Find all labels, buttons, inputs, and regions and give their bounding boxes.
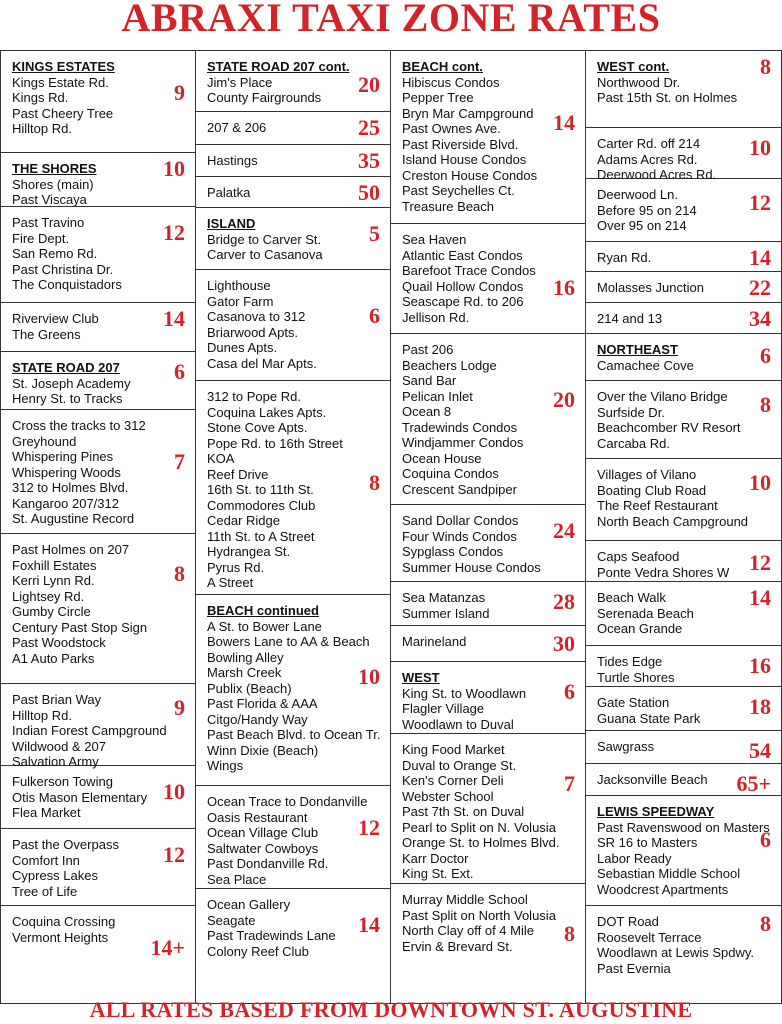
zone-location: Ocean House: [402, 450, 482, 466]
zone-column: [586, 51, 782, 1003]
zone-location: Jellison Rd.: [402, 309, 470, 325]
zone-location: Carcaba Rd.: [597, 435, 670, 451]
zone-location: Past the Overpass: [12, 837, 119, 852]
zone-location: Bowling Alley: [207, 649, 284, 665]
rate-table: [0, 50, 782, 1004]
zone-rate: 28: [553, 589, 575, 614]
zone-location: Stone Cove Apts.: [207, 420, 308, 435]
zone-cell: [586, 303, 781, 334]
zone-rate: 8: [174, 561, 185, 586]
zone-cell: [586, 541, 781, 582]
zone-cell: [586, 764, 781, 796]
zone-location: County Fairgrounds: [207, 90, 322, 105]
zone-cell: [1, 410, 195, 534]
zone-heading: THE SHORES: [12, 161, 97, 176]
zone-cell: [586, 272, 781, 303]
zone-cell: [586, 646, 781, 687]
zone-location: Winn Dixie (Beach): [207, 742, 319, 758]
zone-rate: 65+: [736, 771, 771, 796]
zone-location: Bridge to Carver St.: [207, 231, 322, 247]
zone-rate: 5: [369, 221, 380, 246]
zone-location: Murray Middle School: [402, 892, 528, 907]
zone-heading: LEWIS SPEEDWAY: [597, 804, 715, 819]
zone-location: Ponte Vedra Shores W: [597, 564, 730, 580]
zone-heading: WEST: [402, 670, 440, 685]
zone-cell: [1, 906, 195, 1005]
zone-location: Past Ownes Ave.: [402, 121, 501, 136]
zone-rate: 10: [358, 664, 380, 689]
zone-location: Saltwater Cowboys: [207, 840, 319, 856]
zone-location: Woodcrest Apartments: [597, 881, 729, 897]
zone-rate: 50: [358, 180, 380, 205]
zone-location: Sea Place: [207, 871, 267, 887]
zone-location: Four Winds Condos: [402, 528, 517, 544]
zone-location: 312 to Pope Rd.: [207, 389, 301, 404]
zone-location: Kings Estate Rd.: [12, 74, 109, 90]
zone-rate: 12: [749, 190, 771, 215]
zone-cell: [586, 687, 781, 731]
zone-location: Seascape Rd. to 206: [402, 294, 524, 309]
zone-rate: 14: [553, 110, 575, 135]
zone-location: Foxhill Estates: [12, 557, 97, 573]
zone-cell: [1, 51, 195, 153]
zone-location: Sand Bar: [402, 373, 457, 388]
zone-location: Palatka: [207, 185, 251, 200]
zone-cell: [196, 381, 390, 595]
zone-location: Past 7th St. on Duval: [402, 804, 525, 819]
zone-location: Past Travino: [12, 215, 85, 230]
zone-location: Deerwood Ln.: [597, 187, 678, 202]
zone-location: Past Christina Dr.: [12, 261, 114, 277]
zone-cell: [586, 459, 781, 541]
zone-cell: [196, 270, 390, 381]
zone-rate: 6: [369, 303, 380, 328]
zone-location: Bryn Mar Campground: [402, 105, 534, 121]
zone-heading: BEACH cont.: [402, 59, 483, 74]
zone-location: Marsh Creek: [207, 665, 282, 680]
zone-rate: 10: [749, 470, 771, 495]
zone-rate: 8: [760, 392, 771, 417]
zone-location: Past 206: [402, 342, 454, 357]
zone-location: Serenada Beach: [597, 605, 694, 621]
zone-location: Vermont Heights: [12, 929, 109, 945]
zone-location: Past Tradewinds Lane: [207, 928, 336, 943]
zone-rate: 6: [564, 679, 575, 704]
zone-location: Deerwood Acres Rd.: [597, 167, 717, 182]
zone-rate: 12: [358, 815, 380, 840]
zone-location: Sawgrass: [597, 739, 655, 754]
zone-location: Over 95 on 214: [597, 218, 687, 233]
zone-cell: [391, 582, 585, 626]
zone-location: 207 & 206: [207, 120, 267, 135]
zone-rate: 8: [760, 911, 771, 936]
zone-location: The Reef Restaurant: [597, 498, 718, 513]
zone-cell: [1, 352, 195, 410]
zone-cell: [1, 207, 195, 303]
zone-rate: 6: [760, 343, 771, 368]
zone-rate: 16: [553, 275, 575, 300]
zone-cell: [196, 595, 390, 786]
zone-location: Sea Haven: [402, 232, 467, 247]
zone-location: Whispering Woods: [12, 464, 121, 480]
zone-location: Boating Club Road: [597, 482, 707, 498]
zone-location: Past Split on North Volusia: [402, 907, 556, 923]
zone-location: Duval to Orange St.: [402, 757, 517, 773]
zone-rate: 18: [749, 694, 771, 719]
zone-rate: 14: [163, 306, 185, 331]
zone-location: Orange St. to Holmes Blvd.: [402, 835, 560, 850]
zone-cell: [391, 51, 585, 224]
zone-cell: [586, 796, 781, 906]
zone-location: Kerri Lynn Rd.: [12, 573, 95, 588]
zone-cell: [1, 303, 195, 352]
zone-rate: 10: [163, 156, 185, 181]
zone-location: Fire Dept.: [12, 230, 70, 246]
zone-location: Karr Doctor: [402, 850, 469, 866]
zone-location: Colony Reef Club: [207, 943, 309, 959]
zone-location: Over the Vilano Bridge: [597, 389, 728, 404]
zone-rate: 10: [163, 779, 185, 804]
zone-location: Hibiscus Condos: [402, 74, 500, 90]
zone-location: Villages of Vilano: [597, 467, 697, 482]
zone-location: Past Brian Way: [12, 692, 102, 707]
zone-rate: 54: [749, 738, 771, 763]
zone-cell: [586, 731, 781, 764]
zone-location: The Greens: [12, 326, 81, 342]
zone-location: Jim's Place: [207, 74, 273, 90]
zone-location: San Remo Rd.: [12, 246, 98, 261]
zone-location: Past Woodstock: [12, 635, 106, 650]
zone-location: Hydrangea St.: [207, 544, 291, 559]
zone-cell: [391, 734, 585, 884]
zone-rate: 30: [553, 631, 575, 656]
zone-location: Northwood Dr.: [597, 74, 681, 90]
zone-location: A Street: [207, 575, 254, 590]
zone-rate: 20: [553, 387, 575, 412]
zone-heading: STATE ROAD 207 cont.: [207, 59, 350, 74]
zone-location: Before 95 on 214: [597, 202, 697, 218]
zone-location: A St. to Bower Lane: [207, 618, 322, 634]
zone-location: KOA: [207, 451, 235, 466]
zone-location: Hilltop Rd.: [12, 121, 72, 136]
zone-location: Labor Ready: [597, 850, 672, 866]
zone-location: Past 15th St. on Holmes: [597, 90, 738, 105]
zone-cell: [586, 381, 781, 459]
zone-location: Ervin & Brevard St.: [402, 938, 513, 954]
zone-location: Pope Rd. to 16th Street: [207, 435, 343, 451]
zone-location: St. Augustine Record: [12, 511, 135, 526]
zone-location: Past Holmes on 207: [12, 542, 130, 557]
zone-location: Whispering Pines: [12, 449, 114, 464]
zone-location: Wings: [207, 758, 244, 773]
zone-location: Woodlawn at Lewis Spdwy.: [597, 945, 755, 960]
zone-location: Sand Dollar Condos: [402, 513, 519, 528]
zone-location: Indian Forest Campground: [12, 723, 167, 738]
zone-location: Pyrus Rd.: [207, 559, 265, 575]
zone-rate: 12: [749, 550, 771, 575]
zone-rate: 14: [749, 585, 771, 610]
zone-location: Past Ravenswood on Masters: [597, 819, 770, 835]
zone-location: Camachee Cove: [597, 357, 694, 373]
zone-location: Cross the tracks to 312: [12, 418, 146, 433]
zone-location: Past Dondanville Rd.: [207, 856, 329, 871]
zone-cell: [1, 766, 195, 829]
zone-location: Sea Matanzas: [402, 590, 486, 605]
zone-column: [0, 51, 196, 1003]
zone-location: Beachers Lodge: [402, 357, 497, 373]
zone-location: Surfside Dr.: [597, 404, 665, 420]
zone-location: Pepper Tree: [402, 90, 474, 105]
zone-rate: 7: [174, 449, 185, 474]
zone-cell: [586, 242, 781, 272]
zone-location: DOT Road: [597, 914, 659, 929]
zone-rate: 10: [749, 135, 771, 160]
zone-heading: WEST cont.: [597, 59, 670, 74]
zone-cell: [586, 51, 781, 128]
zone-location: Ocean Trace to Dondanville: [207, 794, 368, 809]
zone-rate: 9: [174, 695, 185, 720]
zone-rate: 14: [749, 245, 771, 270]
zone-cell: [391, 884, 585, 1005]
zone-location: Ocean Gallery: [207, 897, 291, 912]
zone-location: North Clay off of 4 Mile: [402, 923, 534, 938]
zone-location: Kings Rd.: [12, 90, 69, 105]
zone-location: Creston House Condos: [402, 167, 538, 183]
zone-location: Comfort Inn: [12, 852, 80, 868]
zone-rate: 24: [553, 518, 575, 543]
zone-location: 214 and 13: [597, 311, 663, 326]
zone-rate: 8: [760, 54, 771, 79]
zone-location: Roosevelt Terrace: [597, 929, 702, 945]
zone-location: Ken's Corner Deli: [402, 773, 504, 788]
zone-location: Century Past Stop Sign: [12, 619, 148, 635]
zone-rate: 6: [760, 827, 771, 852]
zone-location: Island House Condos: [402, 152, 527, 167]
zone-location: King St. to Woodlawn: [402, 685, 527, 701]
zone-location: Pearl to Split on N. Volusia: [402, 819, 556, 835]
zone-rate: 34: [749, 306, 771, 331]
zone-rate: 12: [163, 842, 185, 867]
zone-location: Otis Mason Elementary: [12, 789, 148, 805]
zone-location: Wildwood & 207: [12, 738, 106, 754]
zone-location: Publix (Beach): [207, 680, 292, 696]
zone-location: Turtle Shores: [597, 669, 675, 685]
zone-location: Tides Edge: [597, 654, 663, 669]
zone-location: King Food Market: [402, 742, 505, 757]
zone-location: Ryan Rd.: [597, 250, 652, 265]
zone-location: Lightsey Rd.: [12, 588, 85, 604]
zone-location: Past Viscaya: [12, 192, 87, 207]
zone-location: 312 to Holmes Blvd.: [12, 480, 129, 495]
zone-location: Pelican Inlet: [402, 388, 473, 404]
zone-location: Past Evernia: [597, 960, 671, 976]
zone-location: Past Cheery Tree: [12, 105, 114, 121]
zone-location: Coquina Condos: [402, 466, 499, 481]
zone-location: Beachcomber RV Resort: [597, 420, 741, 435]
zone-location: Webster School: [402, 788, 494, 804]
zone-location: Windjammer Condos: [402, 435, 524, 450]
zone-location: Flea Market: [12, 805, 81, 820]
zone-location: Ocean Grande: [597, 621, 683, 636]
zone-location: Riverview Club: [12, 311, 99, 326]
zone-location: Treasure Beach: [402, 198, 495, 214]
zone-location: Gumby Circle: [12, 604, 91, 619]
zone-location: Past Florida & AAA: [207, 696, 318, 711]
zone-location: 11th St. to A Street: [207, 528, 315, 544]
zone-rate: 8: [564, 921, 575, 946]
zone-cell: [586, 906, 781, 1005]
page-title: ABRAXI TAXI ZONE RATES: [121, 0, 661, 40]
zone-cell: [391, 626, 585, 662]
zone-cell: [1, 153, 195, 207]
zone-rate: 8: [369, 470, 380, 495]
zone-location: Coquina Crossing: [12, 914, 116, 929]
zone-location: Summer Island: [402, 605, 490, 621]
zone-cell: [586, 334, 781, 381]
zone-cell: [391, 505, 585, 582]
zone-location: King St. Ext.: [402, 866, 474, 881]
zone-location: Molasses Junction: [597, 280, 704, 295]
zone-cell: [391, 224, 585, 334]
zone-cell: [196, 51, 390, 112]
zone-location: Coquina Lakes Apts.: [207, 404, 327, 420]
zone-rate: 35: [358, 148, 380, 173]
zone-location: Sypglass Condos: [402, 544, 504, 559]
zone-location: Salvation Army: [12, 754, 99, 769]
zone-location: Kangaroo 207/312: [12, 495, 119, 511]
zone-column: [391, 51, 586, 1003]
zone-location: Guana State Park: [597, 710, 701, 726]
zone-location: Ocean 8: [402, 404, 452, 419]
zone-location: Carter Rd. off 214: [597, 136, 701, 151]
zone-rate: 6: [174, 359, 185, 384]
zone-rate: 14+: [150, 935, 185, 960]
zone-location: Casanova to 312: [207, 309, 306, 324]
zone-rate: 16: [749, 653, 771, 678]
zone-cell: [586, 179, 781, 242]
zone-location: Past Riverside Blvd.: [402, 136, 519, 152]
zone-location: Carver to Casanova: [207, 247, 323, 262]
zone-location: Bowers Lane to AA & Beach: [207, 634, 370, 649]
zone-location: Greyhound: [12, 433, 77, 449]
zone-location: Henry St. to Tracks: [12, 391, 123, 406]
zone-location: Cypress Lakes: [12, 868, 98, 883]
zone-heading: KINGS ESTATES: [12, 59, 115, 74]
zone-cell: [1, 684, 195, 769]
zone-location: Marineland: [402, 634, 467, 649]
zone-rate: 14: [358, 912, 380, 937]
zone-location: Citgo/Handy Way: [207, 711, 308, 727]
zone-location: Barefoot Trace Condos: [402, 263, 536, 278]
zone-cell: [1, 829, 195, 906]
zone-location: Flagler Village: [402, 701, 485, 716]
zone-location: Summer House Condos: [402, 559, 541, 575]
zone-location: Hastings: [207, 153, 258, 168]
zone-location: Tradewinds Condos: [402, 419, 518, 435]
zone-location: SR 16 to Masters: [597, 835, 698, 850]
zone-location: Sebastian Middle School: [597, 866, 741, 881]
zone-cell: [391, 334, 585, 505]
zone-location: Shores (main): [12, 176, 94, 192]
zone-cell: [196, 177, 390, 208]
zone-cell: [586, 582, 781, 646]
zone-rate: 7: [564, 771, 575, 796]
zone-rate: 22: [749, 275, 771, 300]
footer-note: ALL RATES BASED FROM DOWNTOWN ST. AUGUSTINE: [89, 997, 693, 1022]
zone-location: Atlantic East Condos: [402, 247, 523, 263]
zone-location: Jacksonville Beach: [597, 772, 708, 787]
zone-rate: 25: [358, 115, 380, 140]
zone-heading: STATE ROAD 207: [12, 360, 120, 375]
zone-rate: 9: [174, 80, 185, 105]
zone-location: Lighthouse: [207, 278, 271, 293]
zone-heading: ISLAND: [207, 216, 256, 231]
zone-location: Commodores Club: [207, 497, 316, 513]
zone-location: Adams Acres Rd.: [597, 151, 698, 167]
zone-rate: 12: [163, 220, 185, 245]
zone-location: Dunes Apts.: [207, 340, 278, 355]
zone-cell: [391, 662, 585, 734]
zone-location: Woodlawn to Duval: [402, 716, 514, 732]
zone-cell: [196, 786, 390, 889]
zone-location: Quail Hollow Condos: [402, 278, 524, 294]
zone-location: 16th St. to 11th St.: [207, 482, 314, 497]
zone-location: Fulkerson Towing: [12, 774, 113, 789]
zone-location: Crescent Sandpiper: [402, 481, 517, 497]
zone-heading: NORTHEAST: [597, 342, 678, 357]
zone-location: Reef Drive: [207, 466, 269, 482]
zone-location: St. Joseph Academy: [12, 375, 131, 391]
zone-cell: [196, 889, 390, 1005]
zone-location: North Beach Campground: [597, 513, 749, 529]
zone-location: Oasis Restaurant: [207, 809, 308, 825]
zone-location: Caps Seafood: [597, 549, 680, 564]
zone-cell: [1, 534, 195, 684]
zone-location: Gate Station: [597, 695, 670, 710]
zone-location: Tree of Life: [12, 883, 78, 899]
zone-location: Past Beach Blvd. to Ocean Tr.: [207, 727, 381, 742]
zone-location: A1 Auto Parks: [12, 650, 95, 666]
zone-location: Cedar Ridge: [207, 513, 280, 528]
zone-location: The Conquistadors: [12, 277, 122, 292]
zone-location: Gator Farm: [207, 293, 274, 309]
zone-location: Ocean Village Club: [207, 825, 319, 840]
zone-column: [196, 51, 391, 1003]
zone-location: Casa del Mar Apts.: [207, 355, 317, 371]
zone-cell: [196, 145, 390, 177]
zone-location: Seagate: [207, 912, 256, 928]
zone-cell: [196, 112, 390, 145]
zone-location: Beach Walk: [597, 590, 666, 605]
zone-location: Past Seychelles Ct.: [402, 183, 515, 198]
zone-location: Briarwood Apts.: [207, 324, 299, 340]
zone-location: Hilltop Rd.: [12, 707, 72, 723]
zone-rate: 20: [358, 72, 380, 97]
zone-cell: [586, 128, 781, 182]
zone-heading: BEACH continued: [207, 603, 319, 618]
zone-cell: [196, 208, 390, 270]
